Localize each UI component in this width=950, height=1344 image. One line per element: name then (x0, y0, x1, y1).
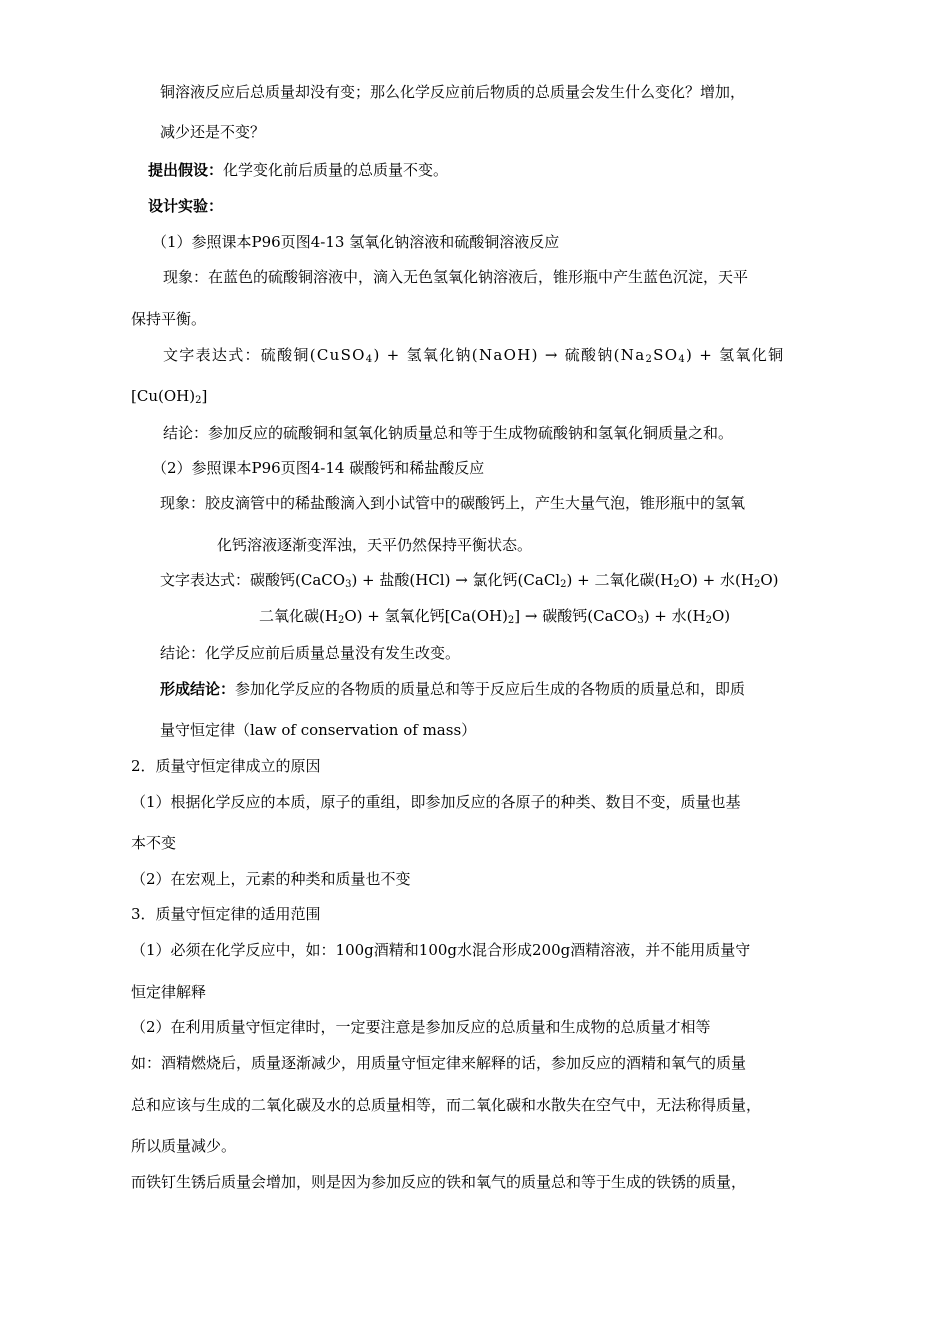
eq-part: [Cu(OH) (131, 387, 196, 405)
eq-subscript: 4 (365, 354, 374, 365)
section-2-item-1-cont: 本不变 (131, 834, 177, 852)
exp1-title: （1）参照课本P96页图4-13 氢氧化钠溶液和硫酸铜溶液反应 (152, 233, 560, 251)
section-2-heading: 2．质量守恒定律成立的原因 (131, 757, 321, 775)
eq-subscript: 2 (507, 615, 515, 626)
section-3-example-cont: 总和应该与生成的二氧化碳及水的总质量相等，而二氧化碳和水散失在空气中，无法称得质量， (131, 1096, 762, 1114)
section-3-item-1-cont: 恒定律解释 (131, 983, 207, 1001)
eq-part: 文字表达式：碳酸钙(CaCO (160, 571, 346, 589)
hypothesis-label: 提出假设： (148, 161, 224, 179)
eq-subscript: 2 (645, 354, 654, 365)
section-3-heading: 3．质量守恒定律的适用范围 (131, 905, 321, 923)
exp1-equation-cont (131, 386, 207, 406)
exp2-conclusion: 结论：化学反应前后质量总量没有发生改变。 (160, 644, 461, 662)
eq-subscript: 2 (705, 615, 712, 626)
eq-part: ) + 水(H (643, 607, 706, 625)
exp2-phenomenon-cont: 化钙溶液逐渐变浑浊，天平仍然保持平衡状态。 (217, 536, 533, 554)
eq-subscript: 2 (673, 579, 680, 590)
eq-part: ) + 盐酸(HCl) → 氯化钙(CaCl (351, 571, 561, 589)
eq-part: ) + 氢氧化铜 (686, 346, 785, 364)
eq-part: O) (760, 571, 779, 589)
eq-part: ] → 碳酸钙(CaCO (514, 607, 638, 625)
eq-subscript: 4 (678, 354, 687, 365)
exp2-title: （2）参照课本P96页图4-14 碳酸钙和稀盐酸反应 (152, 459, 485, 477)
section-3-item-2: （2）在利用质量守恒定律时，一定要注意是参加反应的总质量和生成物的总质量才相等 (131, 1018, 711, 1036)
paragraph-line: 铜溶液反应后总质量却没有变；那么化学反应前后物质的总质量会发生什么变化？增加， (160, 83, 746, 101)
eq-part: 二氧化碳(H (259, 607, 338, 625)
exp2-equation-1 (160, 570, 778, 590)
exp2-equation-2 (259, 606, 730, 626)
hypothesis-line (148, 160, 448, 180)
section-3-example-cont: 所以质量减少。 (131, 1137, 237, 1155)
eq-subscript: 3 (345, 579, 352, 590)
exp1-phenomenon: 现象：在蓝色的硫酸铜溶液中，滴入无色氢氧化钠溶液后，锥形瓶中产生蓝色沉淀，天平 (163, 268, 749, 286)
exp2-phenomenon: 现象：胶皮滴管中的稀盐酸滴入到小试管中的碳酸钙上，产生大量气泡，锥形瓶中的氢氧 (160, 494, 746, 512)
design-label: 设计实验： (148, 197, 224, 215)
hypothesis-text: 化学变化前后质量的总质量不变。 (223, 161, 449, 179)
eq-part: SO (653, 346, 679, 364)
exp1-conclusion: 结论：参加反应的硫酸铜和氢氧化钠质量总和等于生成物硫酸钠和氢氧化铜质量之和。 (163, 424, 734, 442)
section-2-item-2: （2）在宏观上，元素的种类和质量也不变 (131, 870, 411, 888)
final-label: 形成结论： (160, 680, 236, 698)
section-3-example-iron: 而铁钉生锈后质量会增加，则是因为参加反应的铁和氧气的质量总和等于生成的铁锈的质量， (131, 1173, 747, 1191)
eq-part: ] (201, 387, 208, 405)
eq-part: 文字表达式：硫酸铜(CuSO (163, 346, 366, 364)
eq-subscript: 2 (195, 395, 202, 406)
eq-subscript: 2 (560, 579, 567, 590)
eq-part: O) + 水(H (679, 571, 754, 589)
eq-subscript: 2 (753, 579, 761, 590)
final-conclusion (160, 679, 745, 699)
eq-part: ) + 二氧化碳(H (566, 571, 674, 589)
eq-part: O) + 氢氧化钙[Ca(OH) (344, 607, 508, 625)
final-conclusion-cont: 量守恒定律（law of conservation of mass） (160, 721, 477, 739)
eq-part: O) (711, 607, 731, 625)
eq-subscript: 3 (637, 615, 644, 626)
eq-part: ) + 氢氧化钠(NaOH) → 硫酸钠(Na (373, 346, 646, 364)
paragraph-line: 减少还是不变？ (160, 123, 266, 141)
final-text: 参加化学反应的各物质的质量总和等于反应后生成的各物质的质量总和，即质 (235, 680, 746, 698)
eq-subscript: 2 (337, 615, 345, 626)
section-3-item-1: （1）必须在化学反应中，如：100g酒精和100g水混合形成200g酒精溶液，并不能用质量守 (131, 941, 751, 959)
exp1-equation (163, 345, 784, 365)
exp1-phenomenon-cont: 保持平衡。 (131, 310, 207, 328)
section-3-example: 如：酒精燃烧后，质量逐渐减少，用质量守恒定律来解释的话，参加反应的酒精和氧气的质量 (131, 1054, 747, 1072)
section-2-item-1: （1）根据化学反应的本质，原子的重组，即参加反应的各原子的种类、数目不变，质量也基 (131, 793, 741, 811)
